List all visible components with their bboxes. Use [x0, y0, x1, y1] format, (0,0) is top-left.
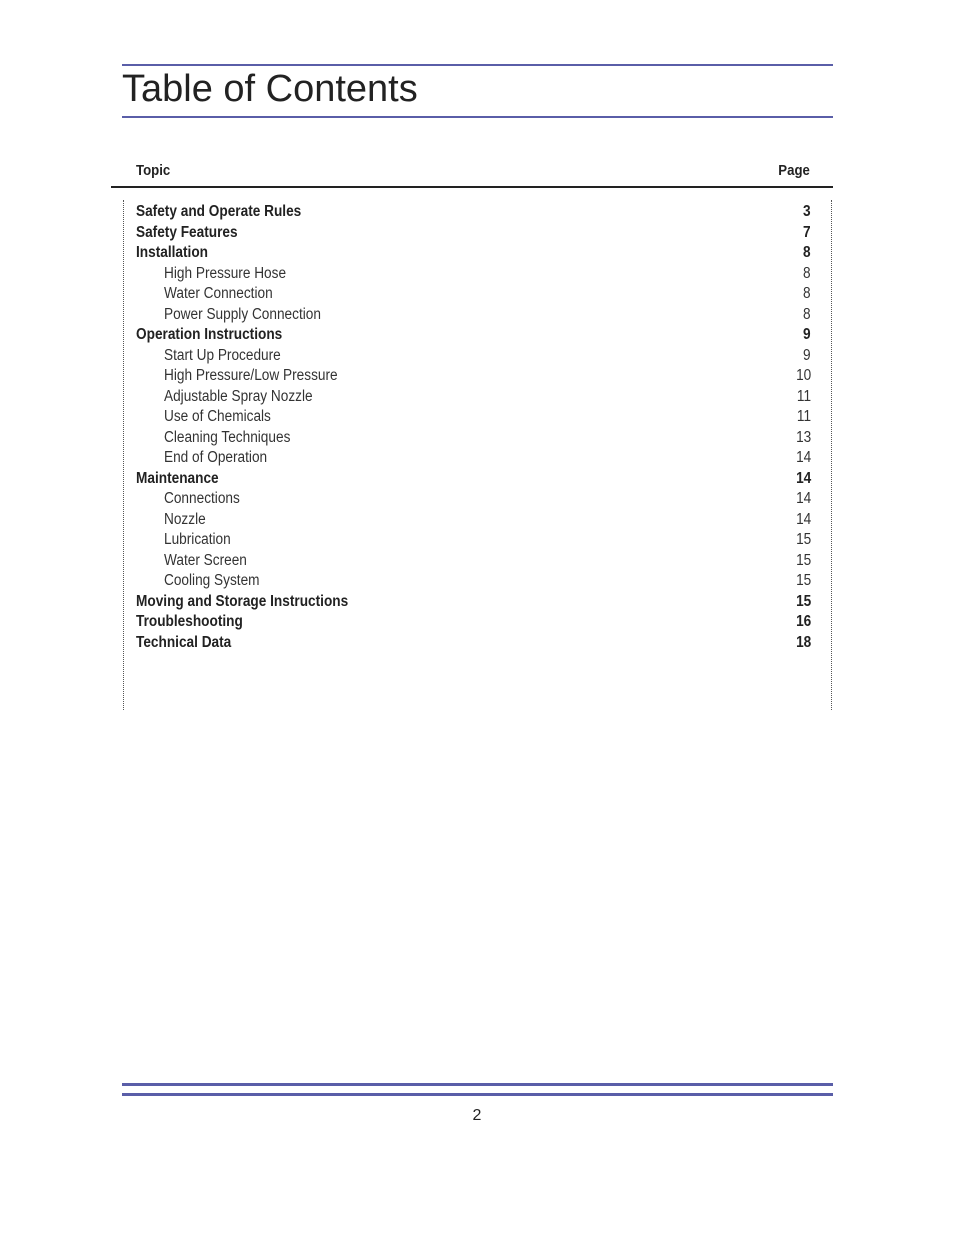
topic-column-header: Topic — [136, 162, 171, 179]
toc-subentry[interactable] — [136, 284, 811, 305]
toc-subentry[interactable] — [136, 305, 811, 326]
toc-subentry[interactable] — [136, 571, 811, 592]
toc-entry[interactable] — [136, 202, 811, 223]
left-dotted-border — [123, 200, 124, 710]
toc-entry[interactable] — [136, 325, 811, 346]
toc-entry-label: Water Screen — [164, 551, 247, 569]
toc-entry-label: Moving and Storage Instructions — [136, 592, 349, 610]
toc-entry-page: 8 — [803, 285, 811, 302]
toc-entry[interactable] — [136, 243, 811, 264]
toc-entry-page: 7 — [803, 223, 811, 241]
header-divider — [111, 186, 833, 188]
toc-entry[interactable] — [136, 223, 811, 244]
page-column-header: Page — [778, 162, 810, 179]
toc-entry-label: Safety and Operate Rules — [136, 203, 302, 220]
title-bottom-rule — [122, 116, 833, 118]
toc-subentry[interactable] — [136, 387, 811, 408]
toc-entry-page: 15 — [795, 531, 811, 548]
toc-entry-label: Installation — [136, 244, 209, 261]
toc-subentry[interactable] — [136, 264, 811, 285]
page-number: 2 — [472, 1107, 482, 1124]
toc-entry-label: End of Operation — [164, 449, 268, 466]
toc-entry-label: Safety Features — [136, 223, 238, 241]
footer-bottom-rule — [122, 1093, 833, 1096]
toc-entry-page: 14 — [795, 469, 811, 487]
toc-entry-label: Cooling System — [164, 572, 260, 589]
toc-entry-label: Cleaning Techniques — [164, 428, 291, 446]
toc-entry-page: 18 — [795, 633, 811, 651]
toc-entry-label: High Pressure Hose — [164, 264, 287, 282]
toc-subentry[interactable] — [136, 530, 811, 551]
toc-entry-label: Operation Instructions — [136, 326, 283, 343]
footer-top-rule — [122, 1083, 833, 1086]
toc-entry-page: 14 — [795, 449, 811, 466]
toc-entry-page: 9 — [803, 326, 811, 343]
toc-entry-label: Lubrication — [164, 531, 231, 548]
toc-entry[interactable] — [136, 612, 811, 633]
toc-entry[interactable] — [136, 469, 811, 490]
toc-entry-label: Connections — [164, 490, 240, 507]
toc-entry-label: Maintenance — [136, 469, 219, 487]
toc-entry-label: Adjustable Spray Nozzle — [164, 387, 313, 405]
toc-subentry[interactable] — [136, 366, 811, 387]
toc-entry-page: 11 — [796, 408, 811, 425]
toc-subentry[interactable] — [136, 551, 811, 572]
toc-entry-label: High Pressure/Low Pressure — [164, 367, 338, 384]
toc-entry-page: 3 — [803, 203, 811, 220]
toc-entry[interactable] — [136, 633, 811, 654]
toc-entry-label: Use of Chemicals — [164, 408, 271, 425]
page-title: Table of Contents — [122, 68, 418, 110]
toc-entry-label: Troubleshooting — [136, 613, 243, 630]
toc-entry-label: Nozzle — [164, 510, 206, 528]
toc-list — [136, 202, 811, 653]
toc-entry-page: 8 — [803, 305, 811, 323]
toc-subentry[interactable] — [136, 489, 811, 510]
toc-entry-page: 15 — [795, 572, 811, 589]
toc-entry-label: Start Up Procedure — [164, 346, 281, 364]
toc-entry-page: 15 — [795, 592, 811, 610]
toc-entry-page: 8 — [803, 264, 811, 282]
toc-entry-label: Power Supply Connection — [164, 305, 321, 323]
toc-entry-page: 11 — [796, 387, 811, 405]
toc-entry-page: 16 — [795, 613, 811, 630]
toc-subentry[interactable] — [136, 428, 811, 449]
toc-subentry[interactable] — [136, 510, 811, 531]
toc-entry-page: 15 — [795, 551, 811, 569]
toc-entry-page: 8 — [803, 244, 811, 261]
toc-entry-page: 14 — [795, 490, 811, 507]
toc-subentry[interactable] — [136, 407, 811, 428]
toc-entry-page: 13 — [795, 428, 811, 446]
toc-entry-label: Water Connection — [164, 285, 273, 302]
toc-entry-page: 9 — [803, 346, 811, 364]
right-dotted-border — [831, 200, 832, 710]
toc-entry-page: 10 — [795, 367, 811, 384]
toc-subentry[interactable] — [136, 346, 811, 367]
toc-subentry[interactable] — [136, 448, 811, 469]
toc-entry-label: Technical Data — [136, 633, 232, 651]
toc-entry-page: 14 — [795, 510, 811, 528]
toc-entry[interactable] — [136, 592, 811, 613]
